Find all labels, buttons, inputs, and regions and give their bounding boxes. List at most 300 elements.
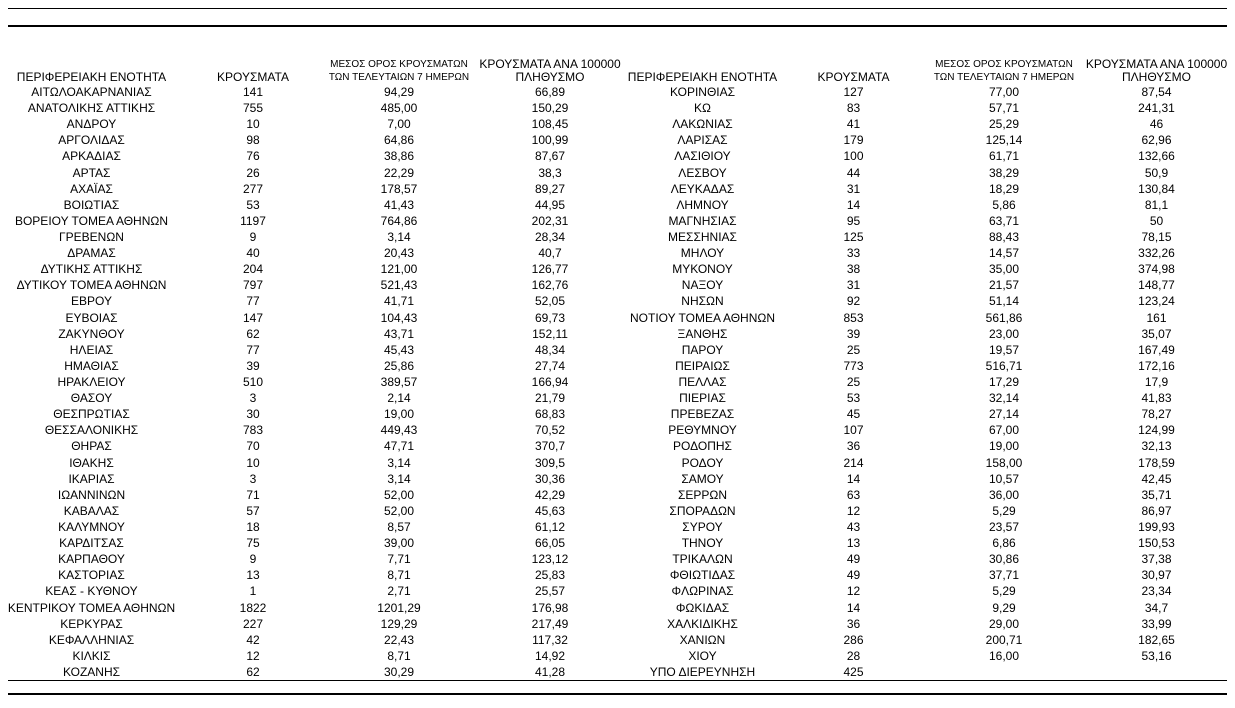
avg7-cell: 77,00	[988, 85, 1020, 100]
cases-cell: 797	[242, 278, 264, 293]
region-cell: ΚΑΣΤΟΡΙΑΣ	[58, 568, 125, 583]
per100k-cell: 30,36	[534, 471, 566, 486]
cases-cell: 38	[846, 262, 861, 277]
table-row	[0, 358, 625, 374]
per100k-cell: 68,83	[534, 407, 566, 422]
header-cases: ΚΡΟΥΣΜΑΤΑ	[817, 70, 890, 84]
table-row	[625, 197, 1232, 213]
per100k-cell: 309,5	[534, 455, 566, 470]
avg7-cell: 17,29	[988, 375, 1020, 390]
per100k-cell: 52,05	[534, 294, 566, 309]
cases-cell: 147	[242, 310, 264, 325]
header-region: ΠΕΡΙΦΕΡΕΙΑΚΗ ΕΝΟΤΗΤΑ	[627, 70, 778, 84]
header-avg7: ΜΕΣΟΣ ΟΡΟΣ ΚΡΟΥΣΜΑΤΩΝ ΤΩΝ ΤΕΛΕΥΤΑΙΩΝ 7 ΗΜΕΡΩΝ	[933, 59, 1075, 83]
region-cell: ΗΡΑΚΛΕΙΟΥ	[57, 375, 126, 390]
avg7-cell: 38,86	[383, 149, 415, 164]
per100k-cell: 35,07	[1141, 326, 1172, 341]
cases-cell: 3	[249, 471, 257, 486]
per100k-cell: 17,9	[1144, 375, 1169, 390]
avg7-cell: 21,57	[988, 278, 1020, 293]
avg7-cell: 158,00	[985, 455, 1023, 470]
cases-cell: 39	[246, 358, 260, 373]
per100k-cell: 41,28	[534, 664, 566, 679]
footer-rule	[8, 693, 1227, 695]
region-cell: ΦΘΙΩΤΙΔΑΣ	[669, 568, 736, 583]
per100k-cell: 25,83	[534, 568, 566, 583]
avg7-cell: 9,29	[992, 600, 1016, 615]
cases-cell: 9	[249, 552, 257, 567]
table-row	[625, 519, 1232, 535]
table-row	[0, 438, 625, 454]
region-cell: ΦΛΩΡΙΝΑΣ	[671, 584, 734, 599]
per100k-cell: 40,7	[538, 246, 562, 261]
table-row	[625, 438, 1232, 454]
per100k-cell: 62,96	[1141, 133, 1172, 148]
per100k-cell: 100,99	[531, 133, 569, 148]
table-row	[0, 422, 625, 438]
table-row	[625, 100, 1232, 116]
avg7-cell: 5,86	[992, 197, 1016, 212]
avg7-cell: 16,00	[988, 648, 1020, 663]
table-row	[625, 181, 1232, 197]
table-row	[0, 197, 625, 213]
table-row	[625, 229, 1232, 245]
per100k-cell: 178,59	[1138, 455, 1175, 470]
avg7-cell: 125,14	[985, 133, 1023, 148]
table-row	[625, 406, 1232, 422]
cases-cell: 92	[846, 294, 861, 309]
region-cell: ΙΚΑΡΙΑΣ	[68, 471, 115, 486]
cases-cell: 12	[846, 503, 861, 518]
cases-cell: 13	[246, 568, 260, 583]
avg7-cell: 52,00	[383, 487, 415, 502]
per100k-cell: 34,7	[1144, 600, 1169, 615]
table-row	[0, 567, 625, 583]
avg7-cell: 178,57	[380, 181, 418, 196]
avg7-cell: 3,14	[387, 230, 411, 245]
cases-cell: 227	[242, 616, 264, 631]
cases-cell: 33	[846, 246, 861, 261]
per100k-cell: 32,13	[1141, 439, 1172, 454]
table-row	[0, 132, 625, 148]
table-row	[0, 551, 625, 567]
per100k-cell: 27,74	[534, 358, 566, 373]
table-row	[625, 148, 1232, 164]
region-cell: ΔΥΤΙΚΟΥ ΤΟΜΕΑ ΑΘΗΝΩΝ	[16, 278, 167, 293]
region-cell: ΛΗΜΝΟΥ	[676, 197, 729, 212]
cases-cell: 70	[246, 439, 260, 454]
per100k-cell: 69,73	[534, 310, 566, 325]
per100k-cell: 35,71	[1141, 487, 1172, 502]
avg7-cell: 19,00	[988, 439, 1020, 454]
cases-cell: 1822	[239, 600, 267, 615]
cases-cell: 14	[846, 600, 861, 615]
table-row	[0, 213, 625, 229]
table-row	[0, 600, 625, 616]
per100k-cell: 33,99	[1141, 616, 1172, 631]
region-cell: ΑΡΓΟΛΙΔΑΣ	[58, 133, 125, 148]
avg7-cell: 36,00	[988, 487, 1020, 502]
cases-cell: 204	[242, 262, 264, 277]
cases-cell: 425	[843, 664, 864, 679]
cases-cell: 53	[246, 197, 260, 212]
cases-cell: 107	[843, 423, 864, 438]
region-cell: ΘΗΡΑΣ	[71, 439, 112, 454]
cases-cell: 42	[246, 632, 260, 647]
cases-cell: 36	[846, 616, 861, 631]
avg7-cell: 88,43	[988, 230, 1020, 245]
region-cell: ΑΧΑΪΑΣ	[70, 181, 113, 196]
bottom-rule	[8, 680, 1227, 681]
cases-cell: 141	[242, 85, 264, 100]
table-row	[0, 374, 625, 390]
cases-cell: 28	[846, 648, 861, 663]
avg7-cell: 43,71	[383, 326, 415, 341]
per100k-cell: 48,34	[534, 342, 566, 357]
avg7-cell: 37,71	[988, 568, 1020, 583]
per100k-cell: 53,16	[1141, 648, 1172, 663]
region-cell: ΠΙΕΡΙΑΣ	[679, 391, 726, 406]
region-cell: ΘΑΣΟΥ	[70, 391, 113, 406]
per100k-cell: 166,94	[531, 375, 569, 390]
avg7-cell: 2,71	[387, 584, 411, 599]
table-row	[625, 245, 1232, 261]
table-row	[0, 664, 625, 680]
avg7-cell: 6,86	[992, 536, 1016, 551]
cases-cell: 75	[246, 536, 260, 551]
avg7-cell: 19,57	[988, 342, 1020, 357]
avg7-cell: 5,29	[992, 584, 1016, 599]
header-per100k: ΚΡΟΥΣΜΑΤΑ ΑΝΑ 100000 ΠΛΗΘΥΣΜΟ	[1085, 57, 1228, 84]
cases-cell: 98	[246, 133, 260, 148]
region-cell: ΜΕΣΣΗΝΙΑΣ	[668, 230, 737, 245]
per100k-cell: 45,63	[534, 503, 566, 518]
avg7-cell: 561,86	[985, 310, 1023, 325]
table-row	[0, 181, 625, 197]
avg7-cell: 3,14	[387, 471, 411, 486]
cases-cell: 179	[843, 133, 864, 148]
cases-cell: 83	[846, 101, 861, 116]
region-cell: ΧΑΛΚΙΔΙΚΗΣ	[667, 616, 738, 631]
per100k-cell: 150,29	[531, 101, 569, 116]
cases-cell: 214	[843, 455, 864, 470]
table-row	[0, 648, 625, 664]
table-row	[625, 503, 1232, 519]
cases-cell: 853	[843, 310, 864, 325]
table-row	[0, 326, 625, 342]
cases-cell: 53	[846, 391, 861, 406]
avg7-cell: 51,14	[988, 294, 1020, 309]
region-cell: ΠΡΕΒΕΖΑΣ	[670, 407, 735, 422]
per100k-cell: 162,76	[531, 278, 569, 293]
right-table	[625, 52, 1232, 680]
cases-cell: 25	[846, 375, 861, 390]
avg7-cell: 18,29	[988, 181, 1020, 196]
region-cell: ΔΥΤΙΚΗΣ ΑΤΤΙΚΗΣ	[40, 262, 143, 277]
cases-cell: 31	[846, 181, 861, 196]
cases-cell: 127	[843, 85, 864, 100]
table-row	[625, 116, 1232, 132]
avg7-cell: 22,43	[383, 632, 415, 647]
table-row	[0, 261, 625, 277]
per100k-cell: 87,67	[534, 149, 566, 164]
per100k-cell: 70,52	[534, 423, 566, 438]
cases-cell: 14	[846, 471, 861, 486]
table-row	[0, 84, 625, 100]
table-row	[0, 535, 625, 551]
region-cell: ΚΕΡΚΥΡΑΣ	[60, 616, 123, 631]
table-row	[625, 277, 1232, 293]
region-cell: ΝΑΞΟΥ	[681, 278, 724, 293]
per100k-cell: 38,3	[538, 165, 562, 180]
avg7-cell: 104,43	[380, 310, 418, 325]
per100k-cell: 172,16	[1138, 358, 1175, 373]
table-row	[0, 390, 625, 406]
header-avg7: ΜΕΣΟΣ ΟΡΟΣ ΚΡΟΥΣΜΑΤΩΝ ΤΩΝ ΤΕΛΕΥΤΑΙΩΝ 7 ΗΜΕΡΩΝ	[328, 59, 470, 83]
cases-cell: 25	[846, 342, 861, 357]
avg7-cell: 25,86	[383, 358, 415, 373]
table-row	[0, 310, 625, 326]
region-cell: ΝΗΣΩΝ	[681, 294, 724, 309]
cases-cell: 40	[246, 246, 260, 261]
region-cell: ΙΘΑΚΗΣ	[69, 455, 114, 470]
cases-cell: 286	[843, 632, 864, 647]
region-cell: ΔΡΑΜΑΣ	[67, 246, 116, 261]
region-cell: ΚΙΛΚΙΣ	[72, 648, 111, 663]
avg7-cell: 27,14	[988, 407, 1020, 422]
region-cell: ΘΕΣΣΑΛΟΝΙΚΗΣ	[44, 423, 139, 438]
per100k-cell: 44,95	[534, 197, 566, 212]
region-cell: ΛΑΣΙΘΙΟΥ	[674, 149, 731, 164]
table-row	[625, 471, 1232, 487]
region-cell: ΖΑΚΥΝΘΟΥ	[58, 326, 125, 341]
avg7-cell: 1201,29	[377, 600, 421, 615]
table-row	[625, 567, 1232, 583]
avg7-cell: 45,43	[383, 342, 415, 357]
table-row	[625, 664, 1232, 680]
per100k-cell	[1081, 664, 1232, 680]
cases-cell: 773	[843, 358, 864, 373]
per100k-cell: 182,65	[1138, 632, 1175, 647]
region-cell: ΡΕΘΥΜΝΟΥ	[668, 423, 737, 438]
per100k-cell: 50,9	[1144, 165, 1169, 180]
table-row	[625, 310, 1232, 326]
avg7-cell: 23,00	[988, 326, 1020, 341]
cases-cell: 3	[249, 391, 257, 406]
avg7-cell: 22,29	[383, 165, 415, 180]
region-cell: ΒΟΙΩΤΙΑΣ	[63, 197, 120, 212]
table-row	[0, 632, 625, 648]
avg7-cell: 516,71	[985, 358, 1023, 373]
cases-cell: 12	[846, 584, 861, 599]
region-cell: ΑΝΑΤΟΛΙΚΗΣ ΑΤΤΙΚΗΣ	[27, 101, 156, 116]
per100k-cell: 81,1	[1144, 197, 1169, 212]
table-row	[0, 455, 625, 471]
cases-cell: 510	[242, 375, 264, 390]
left-table-body	[0, 84, 625, 680]
cases-cell: 45	[846, 407, 861, 422]
region-cell: ΕΒΡΟΥ	[71, 294, 112, 309]
cases-cell: 36	[846, 439, 861, 454]
header-rule	[8, 25, 1227, 27]
avg7-cell: 30,29	[383, 664, 415, 679]
table-row	[0, 487, 625, 503]
avg7-cell: 3,14	[387, 455, 411, 470]
region-cell: ΝΟΤΙΟΥ ΤΟΜΕΑ ΑΘΗΝΩΝ	[629, 310, 776, 325]
per100k-cell: 123,12	[531, 552, 569, 567]
avg7-cell: 8,71	[387, 648, 411, 663]
region-cell: ΕΥΒΟΙΑΣ	[65, 310, 118, 325]
per100k-cell: 217,49	[531, 616, 569, 631]
avg7-cell: 19,00	[383, 407, 415, 422]
per100k-cell: 61,12	[534, 520, 566, 534]
table-row	[625, 326, 1232, 342]
cases-cell: 39	[846, 326, 861, 341]
region-cell: ΠΑΡΟΥ	[681, 342, 724, 357]
table-row	[625, 165, 1232, 181]
table-row	[0, 503, 625, 519]
region-cell: ΑΙΤΩΛΟΑΚΑΡΝΑΝΙΑΣ	[31, 85, 152, 100]
region-cell: ΠΕΙΡΑΙΩΣ	[675, 358, 730, 373]
region-cell: ΚΑΡΔΙΤΣΑΣ	[59, 536, 124, 551]
table-row	[625, 84, 1232, 100]
per100k-cell: 21,79	[534, 391, 566, 406]
table-row	[625, 535, 1232, 551]
region-cell: ΛΑΡΙΣΑΣ	[677, 133, 728, 148]
avg7-cell: 35,00	[988, 262, 1020, 277]
region-cell: ΚΑΡΠΑΘΟΥ	[58, 552, 125, 567]
per100k-cell: 124,99	[1138, 423, 1175, 438]
region-cell: ΑΡΚΑΔΙΑΣ	[62, 149, 121, 164]
region-cell: ΧΑΝΙΩΝ	[679, 632, 726, 647]
avg7-cell: 94,29	[383, 85, 415, 100]
per100k-cell: 167,49	[1138, 342, 1175, 357]
region-cell: ΣΑΜΟΥ	[681, 471, 724, 486]
per100k-cell: 46	[1149, 117, 1164, 132]
avg7-cell: 41,43	[383, 197, 415, 212]
avg7-cell: 8,57	[387, 520, 411, 534]
table-row	[625, 132, 1232, 148]
region-cell: ΞΑΝΘΗΣ	[677, 326, 728, 341]
table-row	[0, 519, 625, 535]
cases-cell: 95	[846, 213, 861, 228]
per100k-cell: 86,97	[1141, 503, 1172, 518]
cases-cell: 10	[246, 117, 260, 132]
cases-cell: 12	[246, 648, 260, 663]
per100k-cell: 148,77	[1138, 278, 1175, 293]
per100k-cell: 332,26	[1138, 246, 1175, 261]
table-row	[625, 583, 1232, 599]
avg7-cell: 7,00	[387, 117, 411, 132]
avg7-cell	[927, 664, 1081, 680]
region-cell: ΤΗΝΟΥ	[681, 536, 724, 551]
per100k-cell: 161	[1146, 310, 1167, 325]
cases-cell: 13	[846, 536, 861, 551]
region-cell: ΡΟΔΟΥ	[681, 455, 724, 470]
cases-cell: 277	[242, 181, 264, 196]
per100k-cell: 150,53	[1138, 536, 1175, 551]
per100k-cell: 37,38	[1141, 552, 1172, 567]
avg7-cell: 38,29	[988, 165, 1020, 180]
per100k-cell: 123,24	[1138, 294, 1175, 309]
per100k-cell: 42,29	[534, 487, 566, 502]
per100k-cell: 108,45	[531, 117, 569, 132]
per100k-cell: 130,84	[1138, 181, 1175, 196]
region-cell: ΛΑΚΩΝΙΑΣ	[672, 117, 733, 132]
per100k-cell: 132,66	[1138, 149, 1175, 164]
avg7-cell: 32,14	[988, 391, 1020, 406]
cases-cell: 77	[246, 342, 260, 357]
cases-cell: 41	[846, 117, 861, 132]
table-row	[625, 422, 1232, 438]
avg7-cell: 23,57	[988, 520, 1020, 534]
table-row	[0, 616, 625, 632]
region-cell: ΧΙΟΥ	[688, 648, 717, 663]
region-cell: ΦΩΚΙΔΑΣ	[675, 600, 730, 615]
region-cell: ΓΡΕΒΕΝΩΝ	[59, 230, 124, 245]
avg7-cell: 10,57	[988, 471, 1020, 486]
avg7-cell: 764,86	[380, 213, 418, 228]
region-cell: ΜΗΛΟΥ	[680, 246, 725, 261]
table-row	[0, 116, 625, 132]
cases-cell: 783	[242, 423, 264, 438]
region-cell: ΒΟΡΕΙΟΥ ΤΟΜΕΑ ΑΘΗΝΩΝ	[14, 213, 169, 228]
table-row	[0, 583, 625, 599]
cases-cell: 71	[246, 487, 260, 502]
avg7-cell: 7,71	[387, 552, 411, 567]
cases-cell: 49	[846, 552, 861, 567]
table-row	[625, 616, 1232, 632]
avg7-cell: 67,00	[988, 423, 1020, 438]
region-cell: ΑΡΤΑΣ	[72, 165, 111, 180]
table-row	[0, 148, 625, 164]
per100k-cell: 28,34	[534, 230, 566, 245]
region-cell: ΚΕΝΤΡΙΚΟΥ ΤΟΜΕΑ ΑΘΗΝΩΝ	[7, 600, 176, 615]
table-row	[625, 358, 1232, 374]
region-cell: ΑΝΔΡΟΥ	[66, 117, 117, 132]
per100k-cell: 30,97	[1141, 568, 1172, 583]
region-cell: ΚΟΡΙΝΘΙΑΣ	[669, 85, 736, 100]
cases-cell: 62	[246, 664, 260, 679]
cases-cell: 44	[846, 165, 861, 180]
per100k-cell: 152,11	[532, 326, 568, 341]
avg7-cell: 521,43	[380, 278, 418, 293]
region-cell: ΚΑΒΑΛΑΣ	[63, 503, 120, 518]
avg7-cell: 20,43	[383, 246, 415, 261]
avg7-cell: 30,86	[988, 552, 1020, 567]
avg7-cell: 25,29	[988, 117, 1020, 132]
avg7-cell: 52,00	[383, 503, 415, 518]
cases-cell: 14	[846, 197, 861, 212]
table-row	[625, 374, 1232, 390]
region-cell: ΚΕΦΑΛΛΗΝΙΑΣ	[48, 632, 135, 647]
cases-cell: 18	[246, 520, 260, 534]
region-cell: ΙΩΑΝΝΙΝΩΝ	[57, 487, 126, 502]
region-cell: ΥΠΟ ΔΙΕΡΕΥΝΗΣΗ	[649, 664, 756, 679]
region-cell: ΚΕΑΣ - ΚΥΘΝΟΥ	[45, 584, 138, 599]
avg7-cell: 61,71	[988, 149, 1020, 164]
table-row	[625, 261, 1232, 277]
avg7-cell: 39,00	[383, 536, 415, 551]
per100k-cell: 199,93	[1138, 520, 1175, 534]
table-row	[625, 600, 1232, 616]
cases-cell: 30	[246, 407, 260, 422]
per100k-cell: 241,31	[1138, 101, 1175, 116]
region-cell: ΜΑΓΝΗΣΙΑΣ	[668, 213, 737, 228]
per100k-cell: 25,57	[534, 584, 566, 599]
region-cell: ΠΕΛΛΑΣ	[678, 375, 727, 390]
avg7-cell: 41,71	[383, 294, 415, 309]
